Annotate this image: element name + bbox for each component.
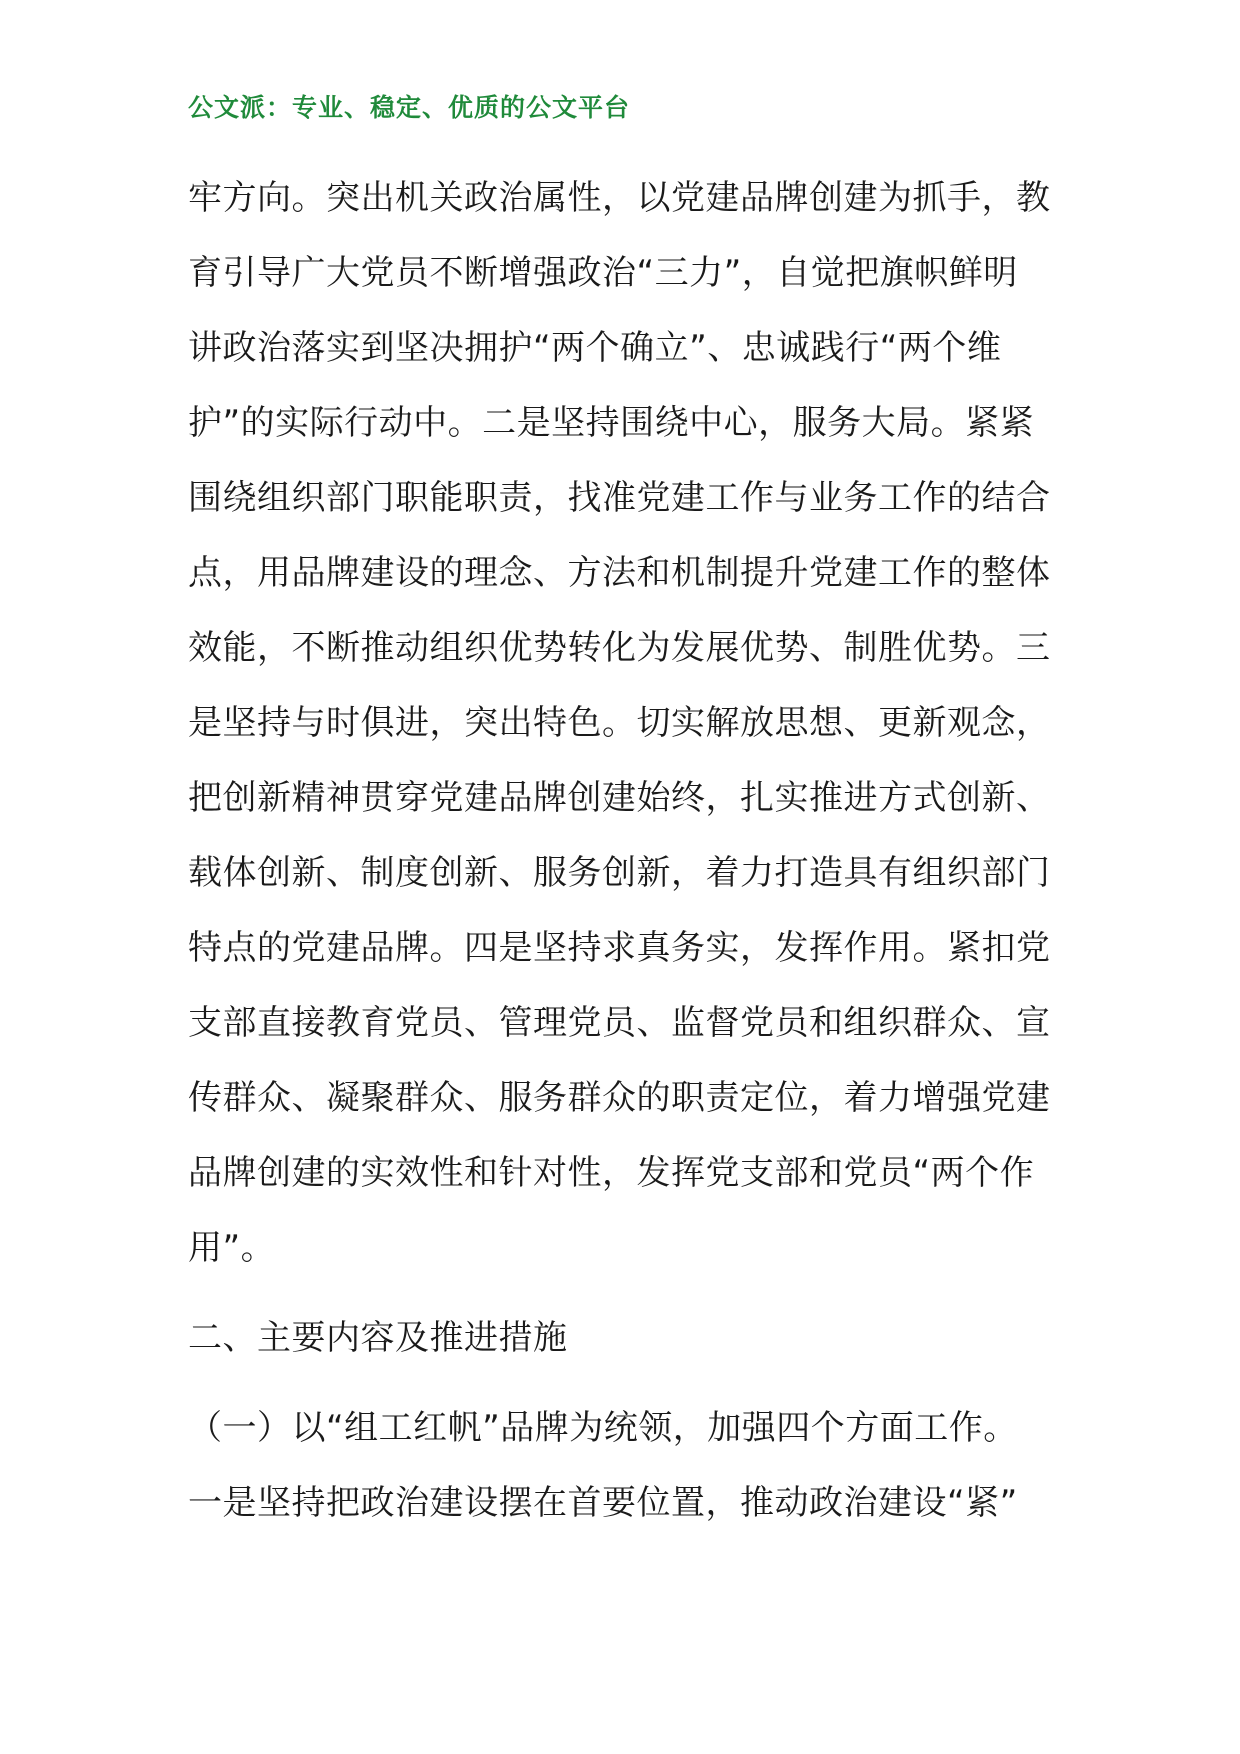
- body-line: 品牌创建的实效性和针对性，发挥党支部和党员“两个作: [188, 1153, 1035, 1193]
- body-line: 育引导广大党员不断增强政治“三力”，自觉把旗帜鲜明: [188, 253, 1018, 293]
- body-line: 点，用品牌建设的理念、方法和机制提升党建工作的整体: [188, 553, 1051, 593]
- body-line: 效能，不断推动组织优势转化为发展优势、制胜优势。三: [188, 628, 1051, 668]
- body-line: 传群众、凝聚群众、服务群众的职责定位，着力增强党建: [188, 1078, 1051, 1118]
- section-heading: 二、主要内容及推进措施: [188, 1318, 568, 1358]
- body-line: 支部直接教育党员、管理党员、监督党员和组织群众、宣: [188, 1003, 1051, 1043]
- body-line: 用”。: [188, 1228, 276, 1268]
- body-line: 护”的实际行动中。二是坚持围绕中心，服务大局。紧紧: [188, 403, 1035, 443]
- body-line: 载体创新、制度创新、服务创新，着力打造具有组织部门: [188, 853, 1051, 893]
- body-line: 牢方向。突出机关政治属性，以党建品牌创建为抓手，教: [188, 178, 1051, 218]
- body-line: 讲政治落实到坚决拥护“两个确立”、忠诚践行“两个维: [188, 328, 1002, 368]
- body-line: 一是坚持把政治建设摆在首要位置，推动政治建设“紧”: [188, 1483, 1018, 1523]
- subsection-heading: （一）以“组工红帆”品牌为统领，加强四个方面工作。: [188, 1408, 1018, 1448]
- body-line: 围绕组织部门职能职责，找准党建工作与业务工作的结合: [188, 478, 1051, 518]
- body-line: 把创新精神贯穿党建品牌创建始终，扎实推进方式创新、: [188, 778, 1051, 818]
- page-header: 公文派：专业、稳定、优质的公文平台: [188, 93, 631, 122]
- body-line: 是坚持与时俱进，突出特色。切实解放思想、更新观念，: [188, 703, 1051, 743]
- body-line: 特点的党建品牌。四是坚持求真务实，发挥作用。紧扣党: [188, 928, 1051, 968]
